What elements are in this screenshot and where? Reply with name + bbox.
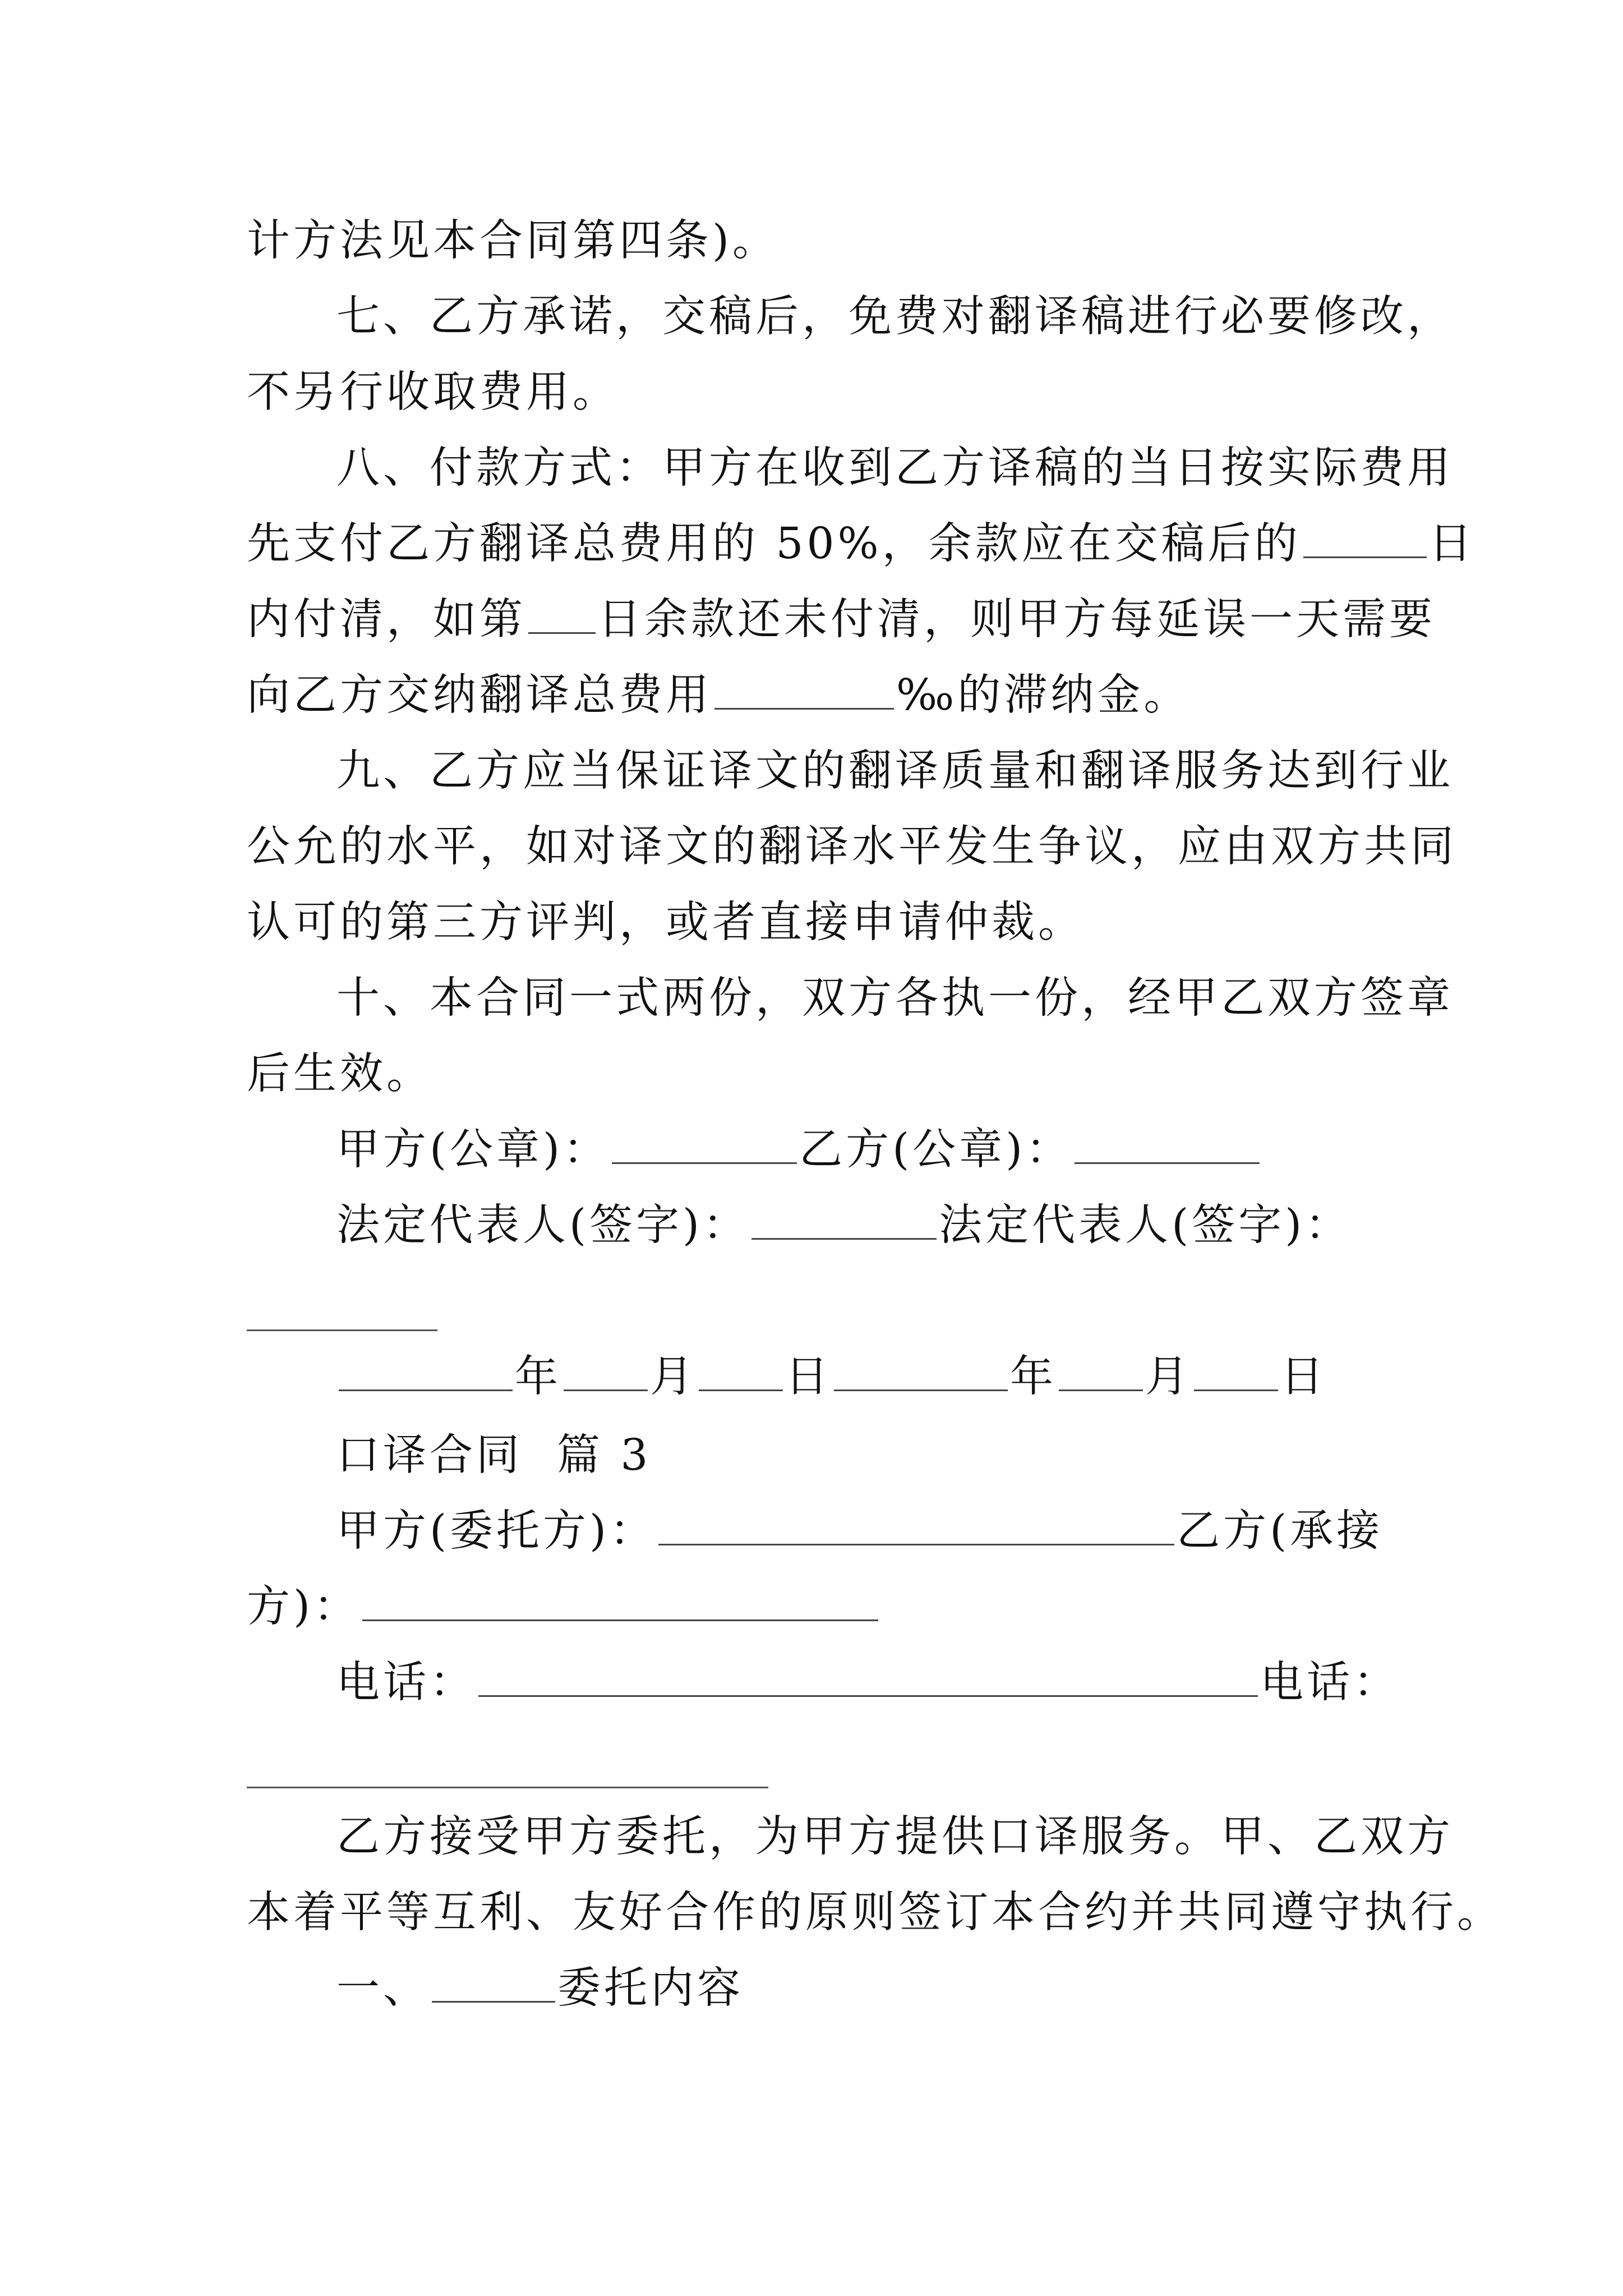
representative-line bbox=[336, 1198, 1492, 1254]
day-label: 日 bbox=[785, 1352, 832, 1402]
text: 日 bbox=[1428, 519, 1476, 569]
blank-party-a-seal bbox=[612, 1122, 797, 1164]
day-label: 日 bbox=[1280, 1352, 1327, 1402]
text: 公允的水平，如对译文的翻译水平发生争议，应由双方共同 bbox=[247, 822, 1457, 872]
text: 不另行收取费用。 bbox=[247, 367, 619, 417]
paragraph-line bbox=[247, 819, 1457, 875]
section-heading bbox=[336, 1428, 1492, 1484]
blank-day-number bbox=[528, 592, 596, 634]
text: 一、 bbox=[336, 1963, 430, 2013]
blank-section bbox=[432, 1961, 555, 2003]
party-a-seal-label: 甲方(公章)： bbox=[336, 1125, 610, 1175]
party-b-seal-label: 乙方(公章)： bbox=[799, 1125, 1073, 1175]
party-b-phone-label: 电话： bbox=[1260, 1658, 1400, 1708]
text: 后生效。 bbox=[247, 1049, 433, 1099]
blank-party-b bbox=[362, 1579, 878, 1621]
blank-year bbox=[339, 1349, 513, 1391]
blank-party-a-phone bbox=[478, 1655, 1258, 1697]
text: 九、乙方应当保证译文的翻译质量和翻译服务达到行业 bbox=[336, 746, 1454, 796]
blank-day bbox=[1194, 1349, 1278, 1391]
text: 内付清，如第 bbox=[247, 595, 526, 645]
year-label: 年 bbox=[1010, 1352, 1057, 1402]
month-label: 月 bbox=[650, 1352, 697, 1402]
clause-10 bbox=[336, 970, 1492, 1027]
blank-year bbox=[834, 1349, 1008, 1391]
blank-party-b-rep bbox=[247, 1329, 437, 1331]
party-line bbox=[336, 1503, 1492, 1559]
text: 十、本合同一式两份，双方各执一份，经甲乙双方签章 bbox=[336, 973, 1454, 1023]
clause-9 bbox=[336, 743, 1492, 799]
blank-party-a-rep bbox=[751, 1198, 937, 1240]
paragraph-line bbox=[247, 1885, 1504, 1941]
party-b-rep-label: 法定代表人(签字)： bbox=[939, 1200, 1352, 1250]
text: 本着平等互利、友好合作的原则签订本合约并共同遵守执行。 bbox=[247, 1888, 1504, 1938]
phone-line bbox=[336, 1655, 1492, 1711]
section-one bbox=[336, 1961, 1492, 2017]
preamble bbox=[336, 1809, 1492, 1865]
blank-party-b-phone bbox=[247, 1787, 768, 1788]
date-line bbox=[336, 1349, 1492, 1405]
party-a-label: 甲方(委托方)： bbox=[336, 1506, 657, 1556]
paragraph-line bbox=[247, 668, 1402, 724]
text: 委托内容 bbox=[557, 1963, 744, 2013]
paragraph-line bbox=[247, 213, 1402, 269]
text: 日余款还未付清，则甲方每延误一天需要 bbox=[598, 595, 1436, 645]
seal-line bbox=[336, 1122, 1492, 1178]
month-label: 月 bbox=[1145, 1352, 1192, 1402]
paragraph-line bbox=[247, 365, 1402, 421]
party-a-rep-label: 法定代表人(签字)： bbox=[336, 1200, 750, 1250]
text: 先支付乙方翻译总费用的 50%，余款应在交稿后的 bbox=[247, 519, 1301, 569]
blank-party-a bbox=[658, 1503, 1174, 1545]
party-line bbox=[247, 1579, 1402, 1635]
blank-month bbox=[564, 1349, 648, 1391]
text: 八、付款方式：甲方在收到乙方译稿的当日按实际费用 bbox=[336, 443, 1454, 493]
clause-8 bbox=[336, 440, 1492, 496]
party-b-label: 乙方(承接 bbox=[1177, 1506, 1384, 1556]
paragraph-line bbox=[247, 895, 1402, 951]
blank-permille bbox=[714, 668, 894, 710]
year-label: 年 bbox=[515, 1352, 561, 1402]
blank-day bbox=[699, 1349, 783, 1391]
text: ‰的滞纳金。 bbox=[896, 670, 1191, 720]
text: 向乙方交纳翻译总费用 bbox=[247, 670, 712, 720]
text: 认可的第三方评判，或者直接申请仲裁。 bbox=[247, 898, 1085, 947]
heading-text: 口译合同 篇 3 bbox=[336, 1430, 652, 1480]
paragraph-line bbox=[247, 592, 1436, 648]
blank-days bbox=[1303, 516, 1427, 558]
blank-party-b-seal bbox=[1075, 1122, 1260, 1164]
text: 七、乙方承诺，交稿后，免费对翻译稿进行必要修改， bbox=[336, 292, 1454, 342]
text: 方)： bbox=[247, 1582, 361, 1632]
paragraph-line bbox=[247, 1046, 1402, 1102]
text: 乙方接受甲方委托，为甲方提供口译服务。甲、乙双方 bbox=[336, 1812, 1454, 1862]
text: 计方法见本合同第四条)。 bbox=[247, 216, 780, 266]
clause-7 bbox=[336, 289, 1492, 345]
blank-month bbox=[1059, 1349, 1143, 1391]
party-a-phone-label: 电话： bbox=[336, 1658, 476, 1708]
paragraph-line bbox=[247, 516, 1476, 572]
